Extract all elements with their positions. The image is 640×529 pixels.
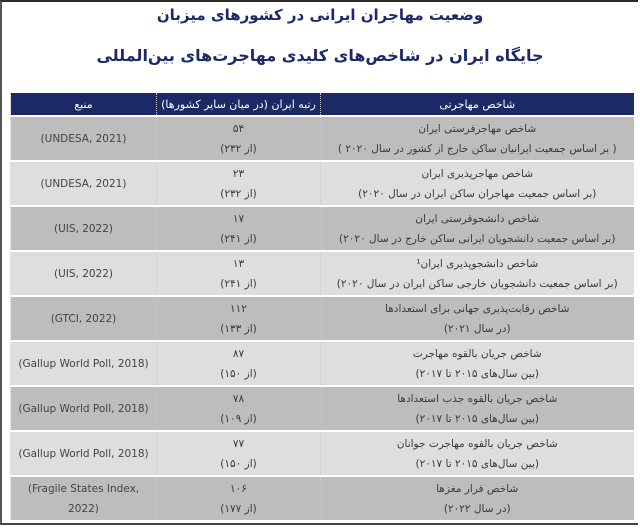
source-cell: (GTCI, 2022) xyxy=(11,296,157,341)
source-cell: (UIS, 2022) xyxy=(11,206,157,251)
page-subtitle: جایگاه ایران در شاخص‌های کلیدی مهاجرت‌های بین‌المللی xyxy=(96,46,544,65)
source-cell: (Gallup World Poll, 2018) xyxy=(11,341,157,386)
rank-cell: ۱۷ (از ۲۴۱) xyxy=(157,206,321,251)
rank-cell: ۵۴ (از ۲۳۲) xyxy=(157,116,321,161)
rank-cell: ۲۳ (از ۲۳۲) xyxy=(157,161,321,206)
indicator-cell: شاخص دانشجوپذیری ایران¹ (بر اساس جمعیت دانشجویان خارجی ساکن ایران در سال ۲۰۲۰) xyxy=(321,251,634,296)
header-source: منبع xyxy=(11,93,157,116)
rank-cell: ۱۱۲ (از ۱۳۳) xyxy=(157,296,321,341)
indicator-cell: شاخص جریان بالقوه مهاجرت جوانان (بین سال‌های ۲۰۱۵ تا ۲۰۱۷) xyxy=(321,431,634,476)
migration-indicators-table xyxy=(10,93,634,520)
table-row xyxy=(11,476,634,520)
rank-cell: ۱۰۶ (از ۱۷۷) xyxy=(157,476,321,520)
table-row xyxy=(11,161,634,206)
indicator-cell: شاخص دانشجوفرستی ایران (بر اساس جمعیت دانشجویان ایرانی ساکن خارج در سال ۲۰۲۰) xyxy=(321,206,634,251)
rank-cell: ۸۷ (از ۱۵۰) xyxy=(157,341,321,386)
rank-cell: ۷۷ (از ۱۵۰) xyxy=(157,431,321,476)
indicator-cell: شاخص جریان بالقوه جذب استعدادها (بین سال‌های ۲۰۱۵ تا ۲۰۱۷) xyxy=(321,386,634,431)
indicator-cell: شاخص جریان بالقوه مهاجرت (بین سال‌های ۲۰۱۵ تا ۲۰۱۷) xyxy=(321,341,634,386)
indicator-cell: شاخص مهاجرفرستی ایران ( بر اساس جمعیت ایرانیان ساکن خارج از کشور در سال ۲۰۲۰ ) xyxy=(321,116,634,161)
rank-cell: ۷۸ (از ۱۰۹) xyxy=(157,386,321,431)
table-row xyxy=(11,206,634,251)
table-row xyxy=(11,341,634,386)
source-cell: (UNDESA, 2021) xyxy=(11,161,157,206)
header-rank: رتبه ایران (در میان سایر کشورها) xyxy=(157,93,321,116)
source-cell: (UIS, 2022) xyxy=(11,251,157,296)
source-cell: (Gallup World Poll, 2018) xyxy=(11,386,157,431)
table-row xyxy=(11,386,634,431)
indicator-cell: شاخص فرار مغزها (در سال ۲۰۲۲) xyxy=(321,476,634,520)
table-row xyxy=(11,296,634,341)
source-cell: (Fragile States Index, 2022) xyxy=(11,476,157,520)
table-row xyxy=(11,251,634,296)
header-indicator: شاخص مهاجرتی xyxy=(321,93,634,116)
source-cell: (Gallup World Poll, 2018) xyxy=(11,431,157,476)
indicator-cell: شاخص مهاجرپذیری ایران (بر اساس جمعیت مهاجران ساکن ایران در سال ۲۰۲۰) xyxy=(321,161,634,206)
indicator-cell: شاخص رقابت‌پذیری جهانی برای استعدادها (در سال ۲۰۲۱) xyxy=(321,296,634,341)
table-row xyxy=(11,431,634,476)
source-cell: (UNDESA, 2021) xyxy=(11,116,157,161)
page-title: وضعیت مهاجران ایرانی در کشورهای میزبان xyxy=(156,6,484,24)
table-header-row xyxy=(11,93,634,116)
table-row xyxy=(11,116,634,161)
rank-cell: ۱۳ (از ۲۴۱) xyxy=(157,251,321,296)
